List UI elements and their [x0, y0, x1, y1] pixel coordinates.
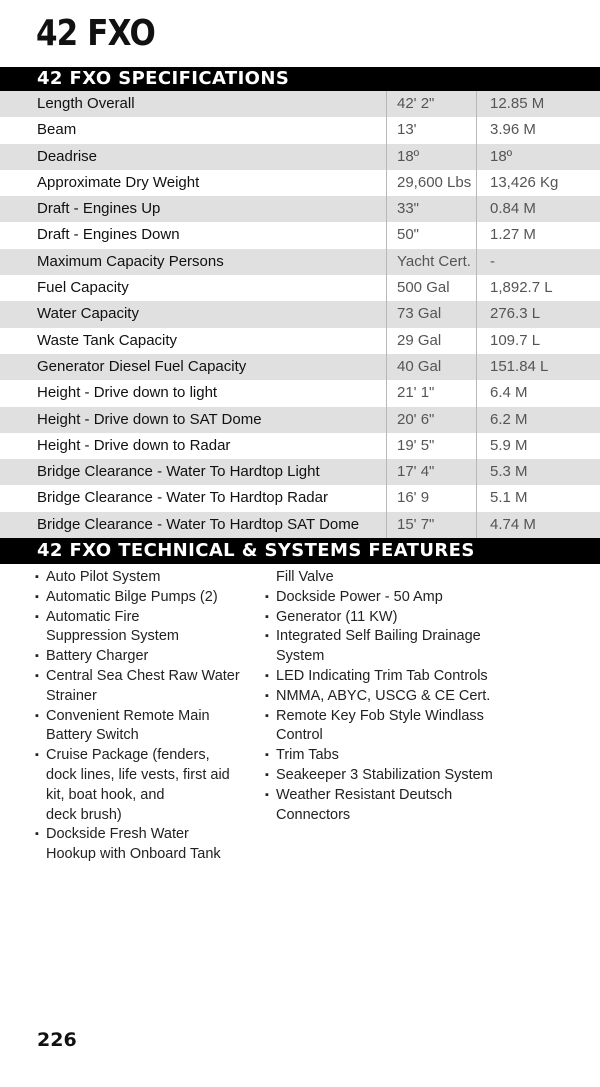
spec-imperial-value: 13': [386, 117, 476, 143]
bullet-icon: ▪: [265, 689, 269, 702]
feature-text: Trim Tabs: [276, 747, 339, 764]
feature-item-continuation: [35, 845, 260, 865]
spec-row: [0, 117, 600, 143]
spec-imperial-value: 40 Gal: [386, 354, 476, 380]
feature-item: [35, 825, 260, 845]
spec-label: Bridge Clearance - Water To Hardtop Radar: [37, 489, 328, 507]
spec-row: [0, 275, 600, 301]
spec-label: Generator Diesel Fuel Capacity: [37, 357, 247, 375]
spec-label: Height - Drive down to Radar: [37, 436, 231, 454]
spec-metric-value: 1,892.7 L: [476, 275, 600, 301]
feature-text: Strainer: [46, 687, 97, 704]
spec-imperial-value: 33": [386, 196, 476, 222]
spec-row: [0, 249, 600, 275]
feature-item-continuation: [35, 687, 260, 707]
bullet-icon: ▪: [35, 650, 39, 663]
spec-row: [0, 380, 600, 406]
feature-item: [265, 766, 595, 786]
spec-metric-value: 0.84 M: [476, 196, 600, 222]
feature-text: Weather Resistant Deutsch: [276, 786, 453, 803]
feature-text: Hookup with Onboard Tank: [46, 846, 221, 863]
spec-label: Length Overall: [37, 95, 135, 112]
spec-row: [0, 459, 600, 485]
feature-text: Dockside Fresh Water: [46, 826, 189, 843]
spec-metric-value: 18º: [476, 144, 600, 170]
feature-item-continuation: [35, 806, 260, 826]
spec-metric-value: 5.3 M: [476, 459, 600, 485]
spec-row: [0, 170, 600, 196]
bullet-icon: ▪: [265, 788, 269, 801]
spec-imperial-value: 29,600 Lbs: [386, 170, 476, 196]
spec-row: [0, 301, 600, 327]
spec-label: Deadrise: [37, 147, 98, 165]
feature-item-continuation: [35, 627, 260, 647]
features-column-2: [265, 568, 595, 825]
spec-label: Waste Tank Capacity: [37, 331, 178, 349]
feature-text: Battery Charger: [46, 648, 149, 665]
features-list-2: [265, 568, 595, 825]
spec-imperial-value: 42' 2": [386, 91, 476, 117]
feature-continuation: Fill Valve: [276, 569, 334, 585]
spec-label: Height - Drive down to SAT Dome: [37, 410, 262, 428]
feature-text: Suppression System: [46, 628, 179, 645]
spec-metric-value: 12.85 M: [476, 91, 600, 117]
spec-imperial-value: 17' 4": [386, 459, 476, 485]
feature-text: LED Indicating Trim Tab Controls: [276, 667, 488, 684]
feature-text: Cruise Package (fenders,: [46, 747, 210, 764]
spec-metric-value: 3.96 M: [476, 117, 600, 143]
spec-label: Fuel Capacity: [37, 279, 129, 297]
spec-metric-value: 109.7 L: [476, 328, 600, 354]
feature-text: Automatic Bilge Pumps (2): [46, 588, 218, 605]
features-column-1: [35, 568, 260, 865]
spec-row: [0, 485, 600, 511]
page-title: 42 FXO: [36, 13, 155, 54]
spec-metric-value: 5.1 M: [476, 485, 600, 511]
spec-metric-value: -: [476, 249, 600, 275]
spec-imperial-value: 20' 6": [386, 407, 476, 433]
feature-item: [265, 608, 595, 628]
feature-item: [265, 786, 595, 806]
feature-item: [265, 707, 595, 727]
spec-label: Draft - Engines Down: [37, 226, 180, 244]
feature-text: Battery Switch: [46, 727, 139, 744]
spec-imperial-value: 21' 1": [386, 380, 476, 406]
spec-label: Height - Drive down to light: [37, 384, 218, 402]
bullet-icon: ▪: [265, 709, 269, 722]
feature-text: Control: [276, 727, 323, 744]
bullet-icon: ▪: [35, 590, 39, 603]
feature-text: Auto Pilot System: [46, 569, 161, 585]
feature-text: Integrated Self Bailing Drainage: [276, 628, 481, 645]
spec-label: Water Capacity: [37, 305, 139, 323]
spec-row: [0, 354, 600, 380]
spec-row: [0, 91, 600, 117]
spec-imperial-value: 15' 7": [386, 512, 476, 538]
feature-item: [35, 667, 260, 687]
bullet-icon: ▪: [265, 768, 269, 781]
feature-item: [35, 707, 260, 727]
feature-text: System: [276, 648, 325, 665]
spec-metric-value: 151.84 L: [476, 354, 600, 380]
spec-imperial-value: 500 Gal: [386, 275, 476, 301]
feature-item: [265, 588, 595, 608]
spec-metric-value: 6.4 M: [476, 380, 600, 406]
feature-item: [265, 667, 595, 687]
feature-item-continuation: [265, 647, 595, 667]
bullet-icon: ▪: [265, 590, 269, 603]
bullet-icon: ▪: [35, 571, 39, 583]
feature-item: [35, 746, 260, 766]
feature-text: Central Sea Chest Raw Water: [46, 667, 240, 684]
bullet-icon: ▪: [265, 669, 269, 682]
feature-text: Dockside Power - 50 Amp: [276, 588, 443, 605]
spec-label: Bridge Clearance - Water To Hardtop SAT Dome: [37, 515, 360, 533]
spec-imperial-value: 73 Gal: [386, 301, 476, 327]
features-heading: 42 FXO TECHNICAL & SYSTEMS FEATURES: [0, 538, 600, 564]
spec-label: Maximum Capacity Persons: [37, 252, 224, 270]
bullet-icon: ▪: [35, 828, 39, 841]
spec-row: [0, 144, 600, 170]
feature-item-continuation: [35, 726, 260, 746]
spec-row: [0, 512, 600, 538]
spec-row: [0, 433, 600, 459]
feature-item: [35, 588, 260, 608]
feature-text: Automatic Fire: [46, 608, 140, 625]
feature-item: [265, 687, 595, 707]
feature-item-continuation: [35, 766, 260, 786]
feature-text: NMMA, ABYC, USCG & CE Cert.: [276, 687, 491, 704]
spec-row: [0, 407, 600, 433]
feature-text: Convenient Remote Main: [46, 707, 210, 724]
spec-imperial-value: 18º: [386, 144, 476, 170]
spec-metric-value: 1.27 M: [476, 222, 600, 248]
feature-text: Remote Key Fob Style Windlass: [276, 707, 484, 724]
feature-item: [35, 568, 260, 588]
feature-text: kit, boat hook, and: [46, 786, 165, 803]
feature-item: [35, 647, 260, 667]
spec-row: [0, 222, 600, 248]
spec-imperial-value: 29 Gal: [386, 328, 476, 354]
spec-imperial-value: 19' 5": [386, 433, 476, 459]
feature-text: Seakeeper 3 Stabilization System: [276, 766, 493, 783]
spec-imperial-value: 16' 9: [386, 485, 476, 511]
specifications-table: [0, 91, 600, 538]
spec-label: Approximate Dry Weight: [37, 173, 200, 191]
feature-text: deck brush): [46, 806, 122, 823]
feature-text: dock lines, life vests, first aid: [46, 766, 230, 783]
feature-item: [35, 608, 260, 628]
spec-imperial-value: Yacht Cert.: [386, 249, 476, 275]
bullet-icon: ▪: [265, 630, 269, 643]
specifications-heading: 42 FXO SPECIFICATIONS: [0, 67, 600, 91]
bullet-icon: ▪: [265, 749, 269, 762]
bullet-icon: ▪: [35, 610, 39, 623]
spec-metric-value: 4.74 M: [476, 512, 600, 538]
spec-imperial-value: 50": [386, 222, 476, 248]
spec-label: Draft - Engines Up: [37, 200, 161, 218]
bullet-icon: ▪: [35, 749, 39, 762]
feature-item-continuation: [35, 786, 260, 806]
feature-item-continuation: [265, 726, 595, 746]
feature-item: [265, 627, 595, 647]
spec-label: Beam: [37, 121, 77, 139]
bullet-icon: ▪: [35, 669, 39, 682]
bullet-icon: ▪: [35, 709, 39, 722]
feature-text: Connectors: [276, 806, 351, 823]
feature-text: Generator (11 KW): [276, 608, 398, 625]
spec-metric-value: 6.2 M: [476, 407, 600, 433]
bullet-icon: ▪: [265, 610, 269, 623]
features-list-1: [35, 568, 260, 865]
spec-row: [0, 196, 600, 222]
spec-label: Bridge Clearance - Water To Hardtop Light: [37, 463, 320, 481]
feature-item: [265, 746, 595, 766]
page-number: 226: [37, 1029, 77, 1051]
spec-metric-value: 276.3 L: [476, 301, 600, 327]
feature-item-continuation: [265, 806, 595, 826]
spec-row: [0, 328, 600, 354]
spec-metric-value: 13,426 Kg: [476, 170, 600, 196]
spec-metric-value: 5.9 M: [476, 433, 600, 459]
